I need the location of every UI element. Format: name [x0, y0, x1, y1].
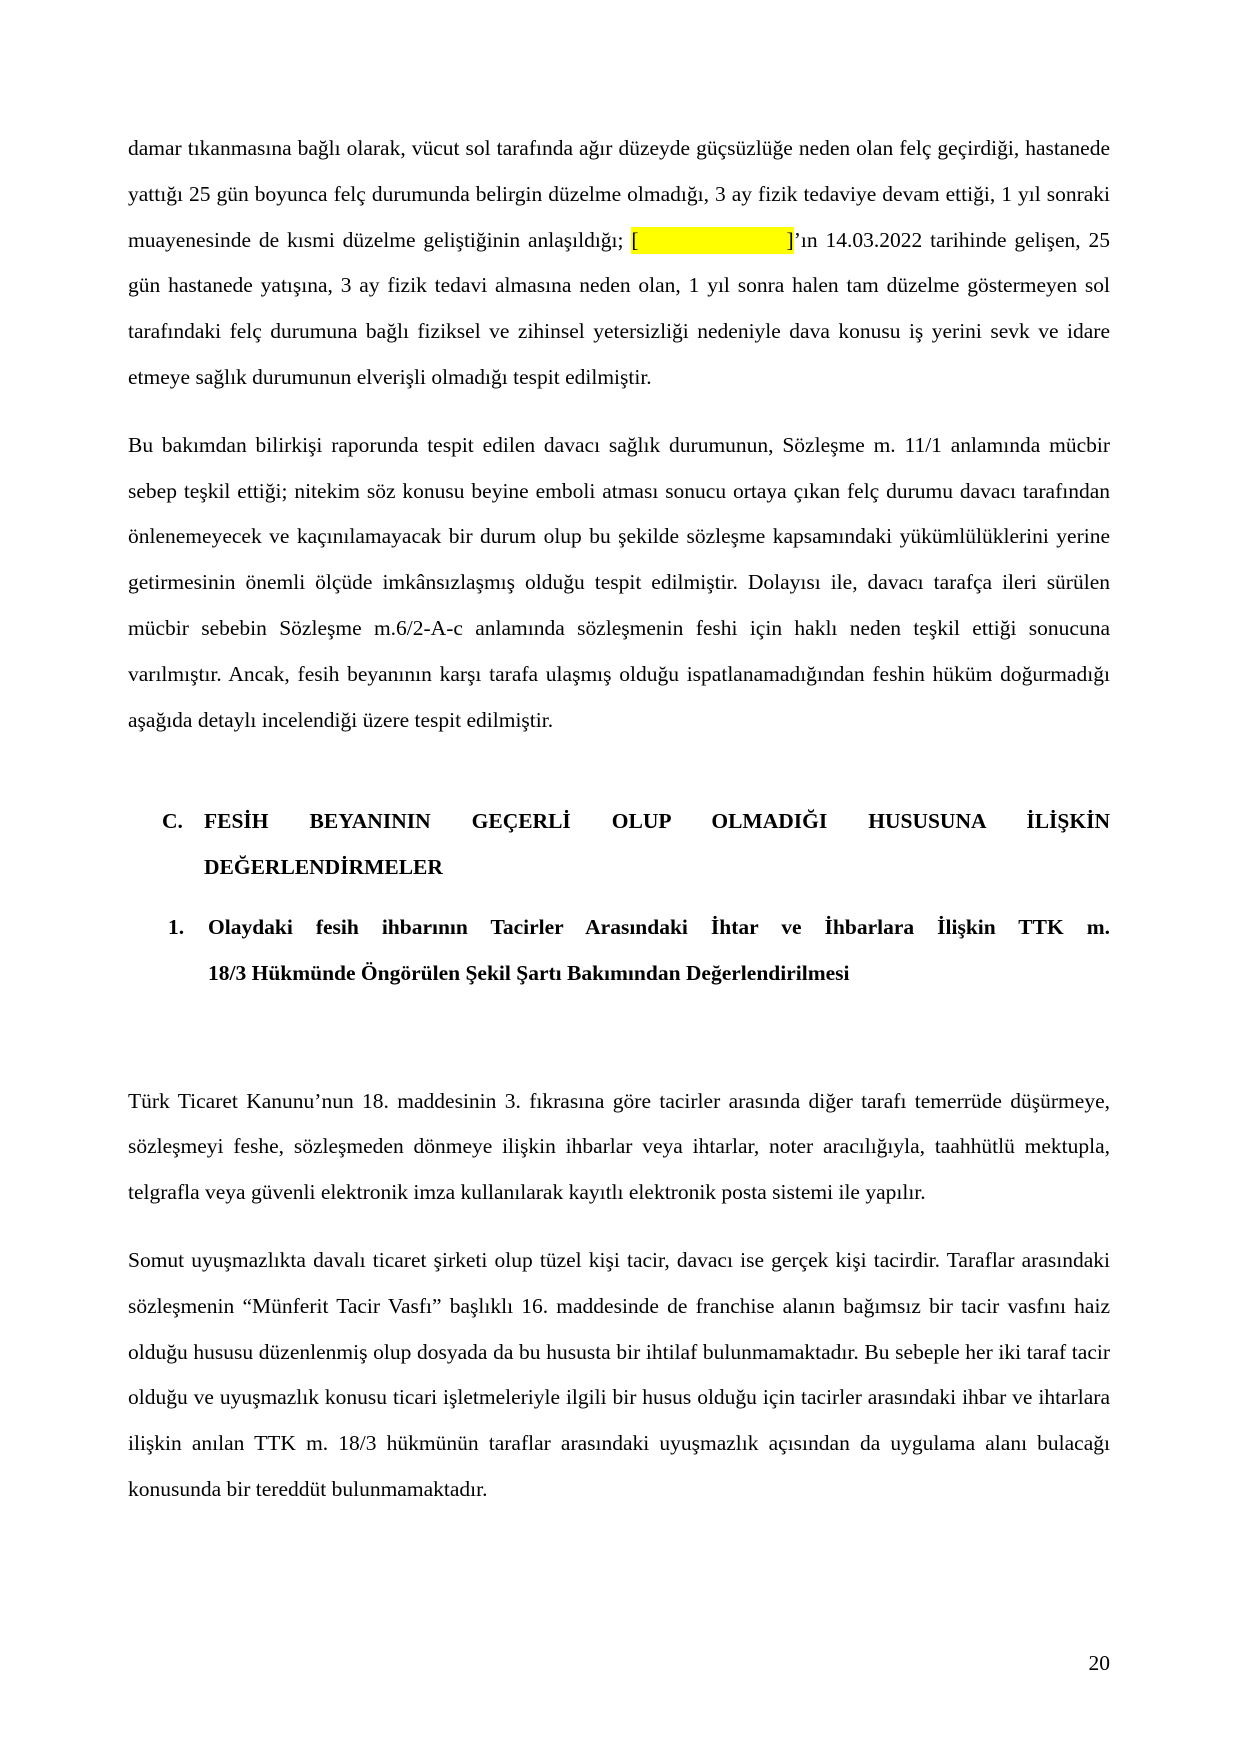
section-heading-c-text — [204, 799, 1110, 891]
section-heading-c-marker: C. — [162, 809, 183, 834]
redaction-close-bracket: ] — [786, 227, 794, 252]
section-heading-c — [128, 799, 1110, 891]
paragraph-merchant-status: Somut uyuşmazlıkta davalı ticaret şirketi olup tüzel kişi tacir, davacı ise gerçek kişi tacirdir. Taraflar arasındaki sözleşmenin “Münferit Tacir Vasfı” başlıklı 16. maddesinde de franchise alanın bağımsız bir tacir vasfını haiz olduğu hususu düzenlenmiş olup dosyada da bu hususta bir ihtilaf bulunmamaktadır. Bu sebeple her iki taraf tacir olduğu ve uyuşmazlık konusu ticari işletmeleriyle ilgili bir husus olduğu için tacirler arasındaki ihbar ve ihtarlara ilişkin anılan TTK m. 18/3 hükmünün taraflar arasındaki uyuşmazlık açısından da uygulama alanı bulacağı konusunda bir tereddüt bulunmamaktadır. — [128, 1247, 1110, 1501]
section-heading-c-line-1: FESİH BEYANININ GEÇERLİ OLUP OLMADIĞI HUSUSUNA İLİŞKİN — [204, 809, 1110, 834]
paragraph-text-segment-2: ’ın 14.03.2022 tarihinde gelişen, 25 gün hastanede yatışına, 3 ay fizik tedavi almasına neden olan, 1 yıl sonra halen tam düzelme göstermeyen sol tarafındaki felç durumuna bağlı fiziksel ve zihinsel yetersizliği nedeniyle dava konusu iş yerini sevk ve idare etmeye sağlık durumunun elverişli olmadığı tespit edilmiştir. — [128, 227, 1110, 389]
redacted-name-highlight — [631, 227, 793, 254]
paragraph-text-segment-1: damar tıkanmasına bağlı olarak, vücut sol tarafında ağır düzeyde güçsüzlüğe neden olan felç geçirdiği, hastanede yattığı 25 gün boyunca felç durumunda belirgin düzelme olmadığı, 3 ay fizik tedaviye devam ettiği, 1 yıl sonraki muayenesinde de kısmi düzelme geliştiğinin anlaşıldığı; — [128, 136, 1110, 252]
section-heading-c-row — [128, 799, 1110, 891]
redaction-open-bracket: [ — [631, 227, 639, 252]
paragraph-medical-findings — [128, 126, 1110, 401]
subsection-heading-1-line-2: 18/3 Hükmünde Öngörülen Şekil Şartı Bakımından Değerlendirilmesi — [208, 960, 850, 985]
subsection-heading-1 — [128, 905, 1110, 997]
subsection-heading-1-line-1: Olaydaki fesih ihbarının Tacirler Arasındaki İhtar ve İhbarlara İlişkin TTK m. — [208, 914, 1110, 939]
section-heading-c-line-2: DEĞERLENDİRMELER — [204, 855, 443, 880]
page-content — [128, 126, 1110, 1513]
subsection-heading-1-row — [128, 905, 1110, 997]
heading-body-spacer — [128, 997, 1110, 1079]
paragraph-force-majeure-assessment: Bu bakımdan bilirkişi raporunda tespit edilen davacı sağlık durumunun, Sözleşme m. 11/1 anlamında mücbir sebep teşkil ettiği; nitekim söz konusu beyine emboli atması sonucu ortaya çıkan felç durumu davacı tarafından önlenemeyecek ve kaçınılamayacak bir durum olup bu şekilde sözleşme kapsamındaki yükümlülüklerini yerine getirmesinin önemli ölçüde imkânsızlaşmış olduğu tespit edilmiştir. Dolayısı ile, davacı tarafça ileri sürülen mücbir sebebin Sözleşme m.6/2-A-c anlamında sözleşmenin feshi için haklı neden teşkil ettiği sonucuna varılmıştır. Ancak, fesih beyanının karşı tarafa ulaşmış olduğu ispatlanamadığından feshin hüküm doğurmadığı aşağıda detaylı incelendiği üzere tespit edilmiştir. — [128, 432, 1110, 732]
page-number: 20 — [1088, 1651, 1110, 1675]
subsection-heading-1-text — [208, 905, 1110, 997]
subsection-heading-1-marker: 1. — [168, 914, 185, 939]
paragraph-ttk-article-18: Türk Ticaret Kanunu’nun 18. maddesinin 3. fıkrasına göre tacirler arasında diğer tarafı temerrüde düşürmeye, sözleşmeyi feshe, sözleşmeden dönmeye ilişkin ihbarlar veya ihtarlar, noter aracılığıyla, taahhütlü mektupla, telgrafla veya güvenli elektronik imza kullanılarak kayıtlı elektronik posta sistemi ile yapılır. — [128, 1088, 1110, 1205]
